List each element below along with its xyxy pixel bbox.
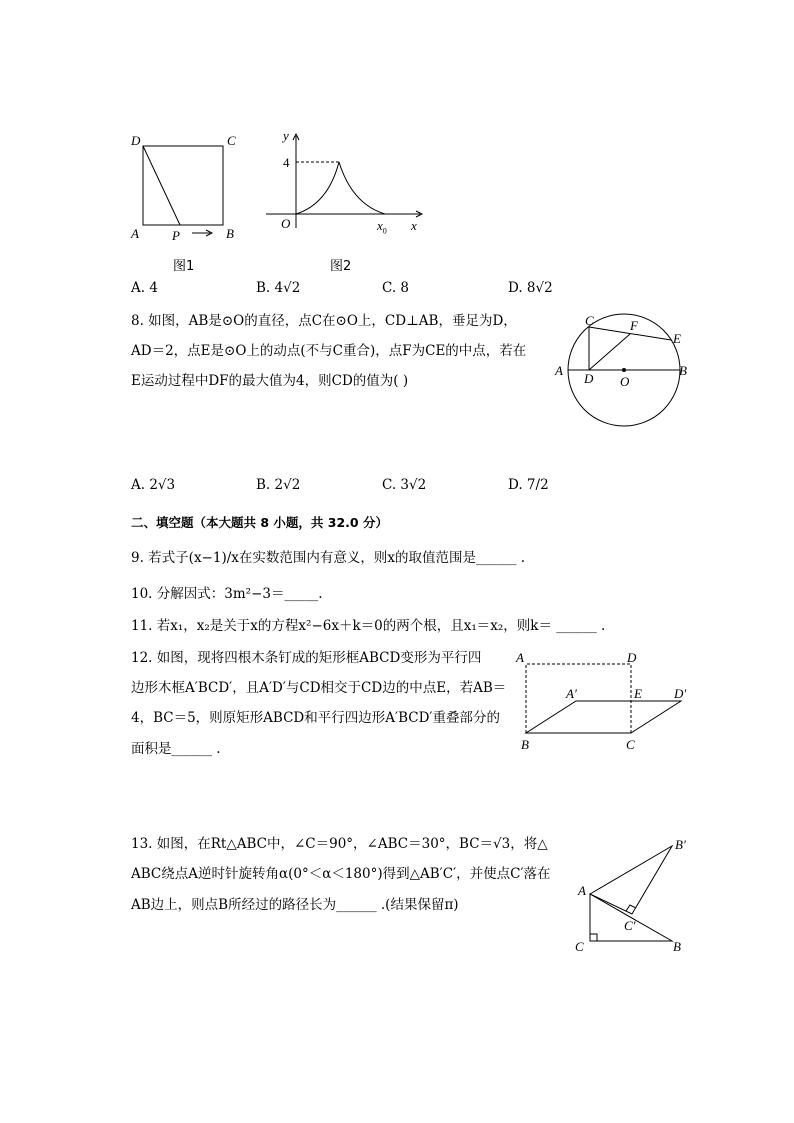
- q13-label-B: B: [673, 939, 681, 954]
- section-heading-fill-in: 二、填空题（本大题共 8 小题，共 32.0 分）: [131, 515, 388, 530]
- tick-label-x0: $x_0$: [377, 218, 387, 236]
- q8-option-b: B. 2√2: [256, 477, 301, 493]
- q7-option-c: C. 8: [382, 280, 410, 296]
- q7-option-d: D. 8√2: [508, 280, 553, 296]
- q7-option-b: B. 4√2: [256, 280, 301, 296]
- label-A: A: [131, 226, 139, 241]
- q8-label-C: C: [585, 313, 594, 328]
- caption-fig1: 图1: [173, 259, 195, 274]
- q8-option-a: A. 2√3: [131, 477, 176, 493]
- q13-label-C-prime: C′: [624, 918, 636, 933]
- q8-line1: 8. 如图，AB是⊙O的直径，点C在⊙O上，CD⊥AB，垂足为D，: [131, 313, 517, 329]
- label-D: D: [131, 133, 141, 148]
- q13-label-A: A: [578, 883, 586, 898]
- q8-option-d: D. 7/2: [508, 477, 549, 493]
- question-11: 11. 若x₁，x₂是关于x的方程x²−6x＋k＝0的两个根，且x₁＝x₂，则k＝ ______ .: [131, 618, 606, 634]
- q12-line1: 12. 如图，现将四根木条钉成的矩形框ABCD变形为平行四: [131, 650, 482, 666]
- q12-label-D: D: [627, 650, 637, 665]
- q8-option-c: C. 3√2: [382, 477, 427, 493]
- caption-fig2: 图2: [330, 259, 352, 274]
- q12-label-D-prime: D′: [674, 686, 687, 701]
- q8-label-B: B: [679, 363, 687, 378]
- q12-label-A: A: [516, 650, 524, 665]
- label-C: C: [227, 133, 236, 148]
- tick-label-4: 4: [283, 155, 290, 170]
- axis-label-y: y: [283, 128, 289, 143]
- q8-line2: AD＝2，点E是⊙O上的动点(不与C重合)，点F为CE的中点，若在: [131, 343, 527, 359]
- q8-label-F: F: [630, 318, 638, 333]
- axis-label-x: x: [411, 218, 417, 233]
- q12-line2: 边形木框A′BCD′，且A′D′与CD相交于CD边的中点E，若AB＝: [131, 680, 507, 696]
- q13-label-B-prime: B′: [675, 837, 686, 852]
- q13-line1: 13. 如图，在Rt△ABC中，∠C＝90°，∠ABC＝30°，BC＝√3，将△: [131, 836, 548, 852]
- q7-option-a: A. 4: [131, 280, 158, 296]
- q8-line3: E运动过程中DF的最大值为4，则CD的值为( ): [131, 373, 409, 389]
- q12-line4: 面积是______ .: [131, 741, 221, 757]
- question-9: 9. 若式子(x−1)/x在实数范围内有意义，则x的取值范围是______ .: [131, 550, 526, 566]
- q12-label-B: B: [521, 737, 529, 752]
- q8-label-D: D: [584, 371, 594, 386]
- label-B: B: [226, 226, 234, 241]
- q13-line3: AB边上，则点B所经过的路径长为______ .(结果保留π): [131, 897, 459, 913]
- q12-label-C: C: [626, 737, 635, 752]
- q8-label-E: E: [673, 331, 681, 346]
- q13-label-C: C: [575, 939, 584, 954]
- q8-label-O: O: [620, 374, 630, 389]
- q12-line3: 4，BC＝5，则原矩形ABCD和平行四边形A′BCD′重叠部分的: [131, 710, 500, 726]
- q12-label-E: E: [634, 686, 642, 701]
- label-P: P: [172, 228, 180, 243]
- question-10: 10. 分解因式：3m²−3＝_____.: [131, 586, 323, 602]
- q8-label-A: A: [555, 363, 563, 378]
- origin-label: O: [281, 216, 291, 231]
- q13-line2: ABC绕点A逆时针旋转角α(0°＜α＜180°)得到△AB′C′，并使点C′落在: [131, 866, 551, 882]
- q12-label-A-prime: A′: [566, 686, 577, 701]
